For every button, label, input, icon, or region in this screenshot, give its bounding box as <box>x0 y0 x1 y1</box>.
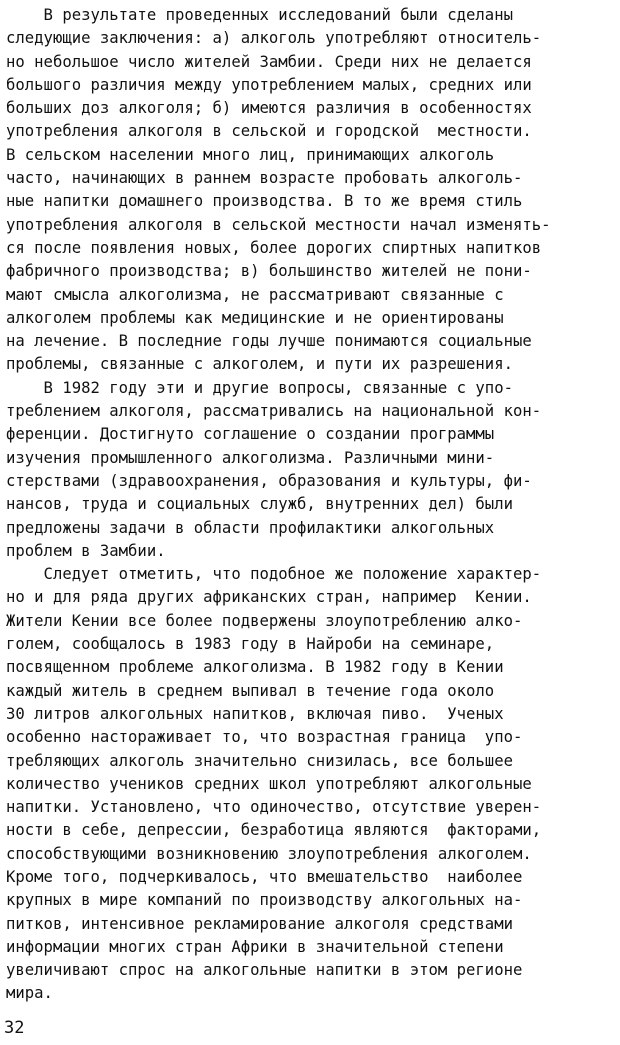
text-line: употребления алкоголя в сельской и городской местности. <box>6 122 532 141</box>
text-line: но небольшое число жителей Замбии. Среди них не делается <box>6 52 532 71</box>
text-line: В 1982 году эти и другие вопросы, связанные с упо- <box>6 378 513 397</box>
text-line: предложены задачи в области профилактики алкогольных <box>6 518 495 537</box>
text-line: увеличивают спрос на алкогольные напитки в этом регионе <box>6 961 523 980</box>
text-line: стерствами (здравоохранения, образования и культуры, фи- <box>6 471 532 490</box>
text-line: большого различия между употреблением малых, средних или <box>6 75 532 94</box>
text-line: ные напитки домашнего производства. В то же время стиль <box>6 192 523 211</box>
text-line: В сельском населении много лиц, принимающих алкоголь <box>6 145 495 164</box>
text-line: информации многих стран Африки в значительной степени <box>6 937 504 956</box>
text-line: треблением алкоголя, рассматривались на национальной кон- <box>6 402 542 421</box>
text-line: мают смысла алкоголизма, не рассматривают связанные с <box>6 285 504 304</box>
text-line: проблемы, связанные с алкоголем, и пути их разрешения. <box>6 355 513 374</box>
page-number: 32 <box>4 1018 25 1038</box>
text-line: на лечение. В последние годы лучше понимаются социальные <box>6 332 532 351</box>
text-line: Следует отметить, что подобное же положение характер- <box>6 565 542 584</box>
text-line: следующие заключения: а) алкоголь употребляют относитель- <box>6 29 542 48</box>
text-line: мира. <box>6 984 53 1003</box>
text-line: ся после появления новых, более дорогих спиртных напитков <box>6 238 542 257</box>
text-line: напитки. Установлено, что одиночество, отсутствие уверен- <box>6 798 542 817</box>
text-line: больших доз алкоголя; б) имеются различия в особенностях <box>6 99 532 118</box>
text-line: употребления алкоголя в сельской местности начал изменять- <box>6 215 551 234</box>
text-line: особенно настораживает то, что возрастная граница упо- <box>6 728 523 747</box>
text-line: питков, интенсивное рекламирование алкоголя средствами <box>6 914 513 933</box>
text-line: нансов, труда и социальных служб, внутренних дел) были <box>6 495 513 514</box>
body-text <box>6 4 614 1006</box>
text-line: голем, сообщалось в 1983 году в Найроби на семинаре, <box>6 635 495 654</box>
text-line: фабричного производства; в) большинство жителей не пони- <box>6 262 532 281</box>
text-line: ференции. Достигнуто соглашение о создании программы <box>6 425 495 444</box>
text-line: каждый житель в среднем выпивал в течение года около <box>6 681 495 700</box>
text-line: требляющих алкоголь значительно снизилась, все большее <box>6 751 513 770</box>
text-line: крупных в мире компаний по производству алкогольных на- <box>6 891 523 910</box>
text-line: способствующими возникновению злоупотребления алкоголем. <box>6 844 532 863</box>
text-line: ности в себе, депрессии, безработица являются факторами, <box>6 821 542 840</box>
text-line: Жители Кении все более подвержены злоупотреблению алко- <box>6 611 523 630</box>
text-line: В результате проведенных исследований были сделаны <box>6 6 513 24</box>
text-line: количество учеников средних школ употребляют алкогольные <box>6 774 532 793</box>
text-line: алкоголем проблемы как медицинские и не ориентированы <box>6 308 504 327</box>
text-line: посвященном проблеме алкоголизма. В 1982 году в Кении <box>6 658 504 677</box>
text-line: изучения промышленного алкоголизма. Различными мини- <box>6 448 495 467</box>
text-line: но и для ряда других африканских стран, например Кении. <box>6 588 532 607</box>
text-line: Кроме того, подчеркивалось, что вмешательство наиболее <box>6 867 523 886</box>
text-line: проблем в Замбии. <box>6 541 166 560</box>
text-line: часто, начинающих в раннем возрасте пробовать алкоголь- <box>6 169 523 188</box>
text-line: 30 литров алкогольных напитков, включая пиво. Ученых <box>6 704 504 723</box>
